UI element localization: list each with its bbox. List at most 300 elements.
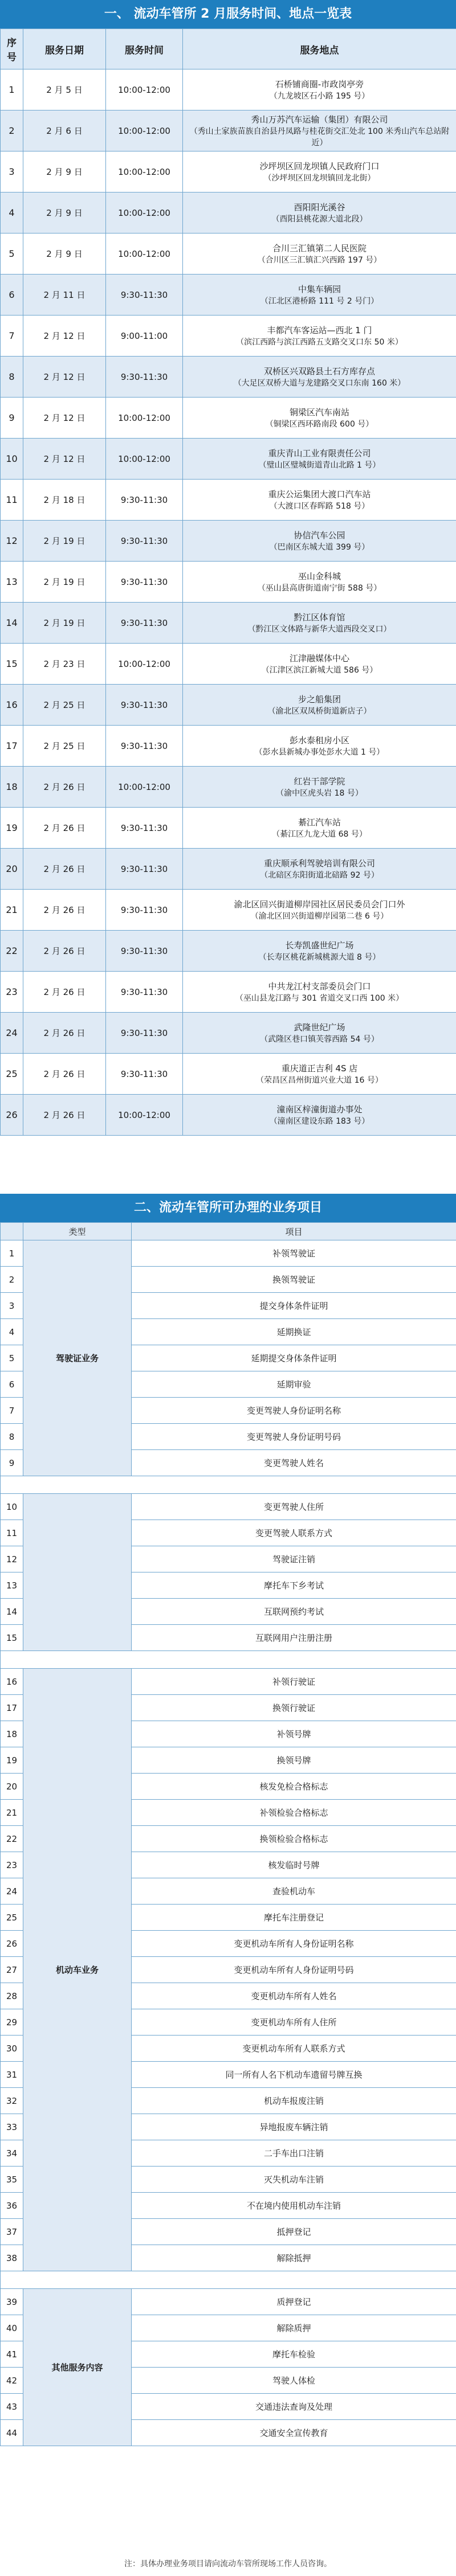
schedule-body bbox=[1, 69, 456, 1136]
schedule-header-row bbox=[1, 29, 456, 69]
item-number: 39 bbox=[1, 2289, 23, 2315]
location-name: 秀山万苏汽车运输（集团）有限公司 bbox=[251, 114, 388, 125]
item-number: 13 bbox=[1, 1572, 23, 1599]
row-number: 1 bbox=[1, 69, 23, 110]
business-category bbox=[23, 1494, 132, 1651]
item-number: 22 bbox=[1, 1826, 23, 1852]
location-address: （巴南区东城大道 399 号） bbox=[269, 543, 370, 552]
business-item: 变更驾驶人住所 bbox=[132, 1494, 456, 1520]
service-date: 2 月 26 日 bbox=[23, 931, 106, 972]
service-date: 2 月 26 日 bbox=[23, 1013, 106, 1054]
service-location bbox=[183, 890, 456, 931]
item-number: 7 bbox=[1, 1398, 23, 1424]
schedule-row bbox=[1, 890, 456, 931]
item-number: 41 bbox=[1, 2341, 23, 2368]
location-name: 渝北区回兴街道柳岸园社区居民委员会门口外 bbox=[234, 899, 405, 910]
row-number: 22 bbox=[1, 931, 23, 972]
location-name: 酉阳阳光溪谷 bbox=[294, 202, 345, 212]
service-date: 2 月 5 日 bbox=[23, 69, 106, 110]
service-location bbox=[183, 521, 456, 562]
service-time: 10:00-12:00 bbox=[106, 1095, 183, 1136]
group-spacer-cell bbox=[1, 1651, 456, 1669]
item-number: 1 bbox=[1, 1240, 23, 1267]
business-item: 查验机动车 bbox=[132, 1878, 456, 1905]
business-item: 解除质押 bbox=[132, 2315, 456, 2341]
business-item: 补领检验合格标志 bbox=[132, 1800, 456, 1826]
location-name: 丰都汽车客运站—西北 1 门 bbox=[267, 325, 372, 335]
location-name: 重庆公运集团大渡口汽车站 bbox=[268, 489, 371, 499]
row-number: 5 bbox=[1, 234, 23, 275]
location-address: （巫山县高唐街道南宁街 588 号） bbox=[257, 584, 382, 593]
business-category: 机动车业务 bbox=[23, 1669, 132, 2271]
location-name: 彭水泰租房小区 bbox=[289, 735, 349, 746]
schedule-row bbox=[1, 357, 456, 398]
header-index bbox=[1, 1223, 23, 1240]
location-name: 黔江区体育馆 bbox=[294, 612, 345, 623]
business-item: 延期提交身体条件证明 bbox=[132, 1345, 456, 1371]
schedule-table bbox=[0, 28, 456, 1136]
service-time: 10:00-12:00 bbox=[106, 644, 183, 685]
service-date: 2 月 12 日 bbox=[23, 398, 106, 439]
header-date: 服务日期 bbox=[23, 29, 106, 69]
item-number: 27 bbox=[1, 1957, 23, 1983]
item-number: 15 bbox=[1, 1625, 23, 1651]
business-row bbox=[1, 1240, 456, 1267]
schedule-row bbox=[1, 972, 456, 1013]
location-name: 重庆道正吉利 4S 店 bbox=[281, 1063, 358, 1074]
row-number: 7 bbox=[1, 316, 23, 357]
location-address: （江北区港桥路 111 号 2 号门） bbox=[260, 297, 379, 306]
service-location bbox=[183, 357, 456, 398]
row-number: 26 bbox=[1, 1095, 23, 1136]
location-name: 步之船集团 bbox=[298, 694, 341, 705]
location-name: 沙坪坝区回龙坝镇人民政府门口 bbox=[259, 161, 380, 171]
location-name: 长寿凯盛世纪广场 bbox=[285, 940, 354, 951]
item-number: 3 bbox=[1, 1293, 23, 1319]
location-address: （渝中区虎头岩 18 号） bbox=[276, 789, 363, 798]
service-location bbox=[183, 151, 456, 193]
service-date: 2 月 11 日 bbox=[23, 275, 106, 316]
business-item: 提交身体条件证明 bbox=[132, 1293, 456, 1319]
service-location bbox=[183, 480, 456, 521]
location-name: 江津融媒体中心 bbox=[289, 653, 349, 664]
location-address: （荣昌区昌州街道兴业大道 16 号） bbox=[256, 1076, 383, 1085]
schedule-row bbox=[1, 931, 456, 972]
schedule-row bbox=[1, 151, 456, 193]
service-date: 2 月 18 日 bbox=[23, 480, 106, 521]
schedule-row bbox=[1, 767, 456, 808]
service-location bbox=[183, 685, 456, 726]
business-item: 抵押登记 bbox=[132, 2219, 456, 2245]
schedule-row bbox=[1, 849, 456, 890]
schedule-row bbox=[1, 316, 456, 357]
service-location bbox=[183, 767, 456, 808]
business-item: 交通违法查询及处理 bbox=[132, 2394, 456, 2420]
business-item: 异地报废车辆注销 bbox=[132, 2114, 456, 2140]
business-row bbox=[1, 2289, 456, 2315]
location-name: 綦江汽车站 bbox=[298, 817, 341, 828]
schedule-row bbox=[1, 521, 456, 562]
service-location bbox=[183, 275, 456, 316]
row-number: 14 bbox=[1, 603, 23, 644]
service-time: 9:30-11:30 bbox=[106, 972, 183, 1013]
location-name: 协信汽车公园 bbox=[294, 530, 345, 540]
service-time: 9:30-11:30 bbox=[106, 931, 183, 972]
business-item: 换领驾驶证 bbox=[132, 1267, 456, 1293]
item-number: 40 bbox=[1, 2315, 23, 2341]
location-name: 重庆顺承利驾驶培训有限公司 bbox=[263, 858, 375, 869]
service-location bbox=[183, 69, 456, 110]
business-body bbox=[1, 1240, 456, 2446]
location-address: （大足区双桥大道与龙建路交叉口东南 160 米） bbox=[233, 379, 406, 388]
item-number: 19 bbox=[1, 1747, 23, 1774]
schedule-row bbox=[1, 193, 456, 234]
schedule-row bbox=[1, 808, 456, 849]
service-time: 10:00-12:00 bbox=[106, 234, 183, 275]
item-number: 42 bbox=[1, 2368, 23, 2394]
row-number: 24 bbox=[1, 1013, 23, 1054]
service-date: 2 月 25 日 bbox=[23, 726, 106, 767]
service-location bbox=[183, 726, 456, 767]
service-location bbox=[183, 562, 456, 603]
business-item: 交通安全宣传教育 bbox=[132, 2420, 456, 2446]
location-address: （秀山土家族苗族自治县丹凤路与桂花街交汇处北 100 米秀山汽车总站附近） bbox=[189, 127, 450, 148]
service-time: 9:30-11:30 bbox=[106, 357, 183, 398]
service-date: 2 月 12 日 bbox=[23, 316, 106, 357]
group-spacer bbox=[1, 1651, 456, 1669]
row-number: 6 bbox=[1, 275, 23, 316]
item-number: 2 bbox=[1, 1267, 23, 1293]
item-number: 10 bbox=[1, 1494, 23, 1520]
location-address: （北碚区东阳街道北碚路 92 号） bbox=[260, 871, 379, 880]
row-number: 4 bbox=[1, 193, 23, 234]
service-date: 2 月 26 日 bbox=[23, 849, 106, 890]
schedule-row bbox=[1, 275, 456, 316]
business-item: 不在境内使用机动车注销 bbox=[132, 2193, 456, 2219]
section2-title: 二、流动车管所可办理的业务项目 bbox=[0, 1194, 456, 1222]
item-number: 21 bbox=[1, 1800, 23, 1826]
business-item: 变更机动车所有人联系方式 bbox=[132, 2036, 456, 2062]
service-location bbox=[183, 398, 456, 439]
service-location bbox=[183, 808, 456, 849]
business-item: 摩托车下乡考试 bbox=[132, 1572, 456, 1599]
service-date: 2 月 6 日 bbox=[23, 110, 106, 151]
business-item: 补领驾驶证 bbox=[132, 1240, 456, 1267]
schedule-row bbox=[1, 644, 456, 685]
business-item: 互联网用户注册注册 bbox=[132, 1625, 456, 1651]
service-date: 2 月 19 日 bbox=[23, 603, 106, 644]
business-item: 换领号牌 bbox=[132, 1747, 456, 1774]
business-item: 变更机动车所有人身份证明号码 bbox=[132, 1957, 456, 1983]
item-number: 36 bbox=[1, 2193, 23, 2219]
service-time: 9:30-11:30 bbox=[106, 685, 183, 726]
service-date: 2 月 26 日 bbox=[23, 1095, 106, 1136]
service-date: 2 月 12 日 bbox=[23, 357, 106, 398]
location-address: （璧山区璧城街道青山北路 1 号） bbox=[258, 461, 381, 470]
header-location: 服务地点 bbox=[183, 29, 456, 69]
item-number: 18 bbox=[1, 1721, 23, 1747]
header-item: 项目 bbox=[132, 1223, 456, 1240]
group-spacer-cell bbox=[1, 2271, 456, 2289]
location-address: （彭水县新城办事处彭水大道 1 号） bbox=[254, 748, 385, 757]
service-location bbox=[183, 1013, 456, 1054]
row-number: 18 bbox=[1, 767, 23, 808]
schedule-row bbox=[1, 69, 456, 110]
business-item: 变更机动车所有人身份证明名称 bbox=[132, 1931, 456, 1957]
row-number: 8 bbox=[1, 357, 23, 398]
schedule-row bbox=[1, 562, 456, 603]
group-spacer bbox=[1, 2271, 456, 2289]
row-number: 15 bbox=[1, 644, 23, 685]
service-date: 2 月 9 日 bbox=[23, 193, 106, 234]
header-type: 类型 bbox=[23, 1223, 132, 1240]
service-date: 2 月 26 日 bbox=[23, 890, 106, 931]
business-item: 延期换证 bbox=[132, 1319, 456, 1345]
service-time: 9:30-11:30 bbox=[106, 1013, 183, 1054]
location-address: （长寿区桃花新城桃源大道 8 号） bbox=[258, 953, 381, 962]
location-address: （綦江区九龙大道 68 号） bbox=[272, 830, 367, 839]
row-number: 17 bbox=[1, 726, 23, 767]
business-item: 质押登记 bbox=[132, 2289, 456, 2315]
service-time: 9:30-11:30 bbox=[106, 275, 183, 316]
service-location bbox=[183, 234, 456, 275]
service-time: 9:30-11:30 bbox=[106, 521, 183, 562]
row-number: 16 bbox=[1, 685, 23, 726]
location-address: （酉阳县桃花源大道北段） bbox=[271, 215, 368, 224]
business-item: 补领号牌 bbox=[132, 1721, 456, 1747]
business-item: 补领行驶证 bbox=[132, 1669, 456, 1695]
service-date: 2 月 26 日 bbox=[23, 1054, 106, 1095]
group-spacer bbox=[1, 1476, 456, 1494]
item-number: 26 bbox=[1, 1931, 23, 1957]
item-number: 31 bbox=[1, 2062, 23, 2088]
service-time: 9:30-11:30 bbox=[106, 726, 183, 767]
item-number: 33 bbox=[1, 2114, 23, 2140]
service-date: 2 月 26 日 bbox=[23, 808, 106, 849]
service-time: 10:00-12:00 bbox=[106, 193, 183, 234]
schedule-row bbox=[1, 439, 456, 480]
item-number: 25 bbox=[1, 1905, 23, 1931]
item-number: 32 bbox=[1, 2088, 23, 2114]
location-address: （渝北区回兴街道柳岸园第二巷 6 号） bbox=[250, 912, 389, 921]
location-name: 中共龙江村支部委员会门口 bbox=[268, 981, 371, 992]
location-address: （巫山县龙江路与 301 省道交叉口西 100 米） bbox=[235, 994, 404, 1003]
business-item: 变更驾驶人身份证明名称 bbox=[132, 1398, 456, 1424]
service-date: 2 月 19 日 bbox=[23, 562, 106, 603]
schedule-row bbox=[1, 110, 456, 151]
item-number: 20 bbox=[1, 1774, 23, 1800]
schedule-row bbox=[1, 1013, 456, 1054]
item-number: 6 bbox=[1, 1371, 23, 1398]
business-item: 延期审验 bbox=[132, 1371, 456, 1398]
section1-title: 一、 流动车管所 2 月服务时间、地点一览表 bbox=[0, 0, 456, 28]
header-no: 序号 bbox=[1, 29, 23, 69]
service-location bbox=[183, 972, 456, 1013]
business-category: 驾驶证业务 bbox=[23, 1240, 132, 1476]
location-name: 重庆青山工业有限责任公司 bbox=[268, 448, 371, 458]
service-date: 2 月 25 日 bbox=[23, 685, 106, 726]
location-address: （大渡口区春晖路 518 号） bbox=[269, 502, 370, 511]
business-item: 摩托车检验 bbox=[132, 2341, 456, 2368]
business-item: 变更驾驶人身份证明号码 bbox=[132, 1424, 456, 1450]
row-number: 19 bbox=[1, 808, 23, 849]
location-address: （黔江区文体路与新华大道西段交叉口） bbox=[247, 625, 392, 634]
row-number: 21 bbox=[1, 890, 23, 931]
business-item: 驾驶证注销 bbox=[132, 1546, 456, 1572]
item-number: 34 bbox=[1, 2140, 23, 2167]
service-time: 10:00-12:00 bbox=[106, 69, 183, 110]
schedule-row bbox=[1, 726, 456, 767]
service-time: 10:00-12:00 bbox=[106, 767, 183, 808]
location-address: （渝北区双凤桥街道新店子） bbox=[267, 707, 372, 716]
item-number: 8 bbox=[1, 1424, 23, 1450]
service-date: 2 月 12 日 bbox=[23, 439, 106, 480]
service-location bbox=[183, 1054, 456, 1095]
service-time: 9:30-11:30 bbox=[106, 808, 183, 849]
schedule-row bbox=[1, 398, 456, 439]
item-number: 11 bbox=[1, 1520, 23, 1546]
location-name: 巫山金科城 bbox=[298, 571, 341, 581]
business-item: 解除抵押 bbox=[132, 2245, 456, 2271]
service-time: 9:30-11:30 bbox=[106, 1054, 183, 1095]
service-time: 10:00-12:00 bbox=[106, 110, 183, 151]
item-number: 4 bbox=[1, 1319, 23, 1345]
business-category: 其他服务内容 bbox=[23, 2289, 132, 2446]
location-address: （江津区滨江新城大道 586 号） bbox=[261, 666, 378, 675]
row-number: 25 bbox=[1, 1054, 23, 1095]
service-date: 2 月 23 日 bbox=[23, 644, 106, 685]
business-item: 二手车出口注销 bbox=[132, 2140, 456, 2167]
service-time: 9:30-11:30 bbox=[106, 890, 183, 931]
item-number: 38 bbox=[1, 2245, 23, 2271]
row-number: 23 bbox=[1, 972, 23, 1013]
service-time: 9:00-11:00 bbox=[106, 316, 183, 357]
row-number: 3 bbox=[1, 151, 23, 193]
business-item: 机动车报废注销 bbox=[132, 2088, 456, 2114]
service-time: 10:00-12:00 bbox=[106, 151, 183, 193]
item-number: 9 bbox=[1, 1450, 23, 1476]
service-time: 9:30-11:30 bbox=[106, 562, 183, 603]
schedule-row bbox=[1, 1095, 456, 1136]
location-address: （沙坪坝区回龙坝镇回龙北街） bbox=[263, 174, 376, 183]
item-number: 24 bbox=[1, 1878, 23, 1905]
service-time: 9:30-11:30 bbox=[106, 603, 183, 644]
group-spacer-cell bbox=[1, 1476, 456, 1494]
row-number: 9 bbox=[1, 398, 23, 439]
schedule-row bbox=[1, 1054, 456, 1095]
location-name: 武隆世纪广场 bbox=[294, 1022, 345, 1033]
item-number: 37 bbox=[1, 2219, 23, 2245]
schedule-row bbox=[1, 234, 456, 275]
service-time: 10:00-12:00 bbox=[106, 398, 183, 439]
business-item: 换领行驶证 bbox=[132, 1695, 456, 1721]
business-item: 变更机动车所有人姓名 bbox=[132, 1983, 456, 2009]
row-number: 13 bbox=[1, 562, 23, 603]
location-name: 石桥铺商圈-市政岗亭旁 bbox=[275, 79, 364, 89]
service-location bbox=[183, 439, 456, 480]
business-item: 核发临时号牌 bbox=[132, 1852, 456, 1878]
service-date: 2 月 9 日 bbox=[23, 234, 106, 275]
location-address: （武隆区巷口镇芙蓉西路 54 号） bbox=[260, 1035, 379, 1044]
business-item: 灭失机动车注销 bbox=[132, 2167, 456, 2193]
service-date: 2 月 19 日 bbox=[23, 521, 106, 562]
item-number: 44 bbox=[1, 2420, 23, 2446]
location-address: （合川区三汇镇汇兴西路 197 号） bbox=[257, 256, 382, 265]
business-item: 驾驶人体检 bbox=[132, 2368, 456, 2394]
item-number: 28 bbox=[1, 1983, 23, 2009]
row-number: 2 bbox=[1, 110, 23, 151]
location-address: （九龙坡区石小路 195 号） bbox=[269, 92, 370, 101]
row-number: 10 bbox=[1, 439, 23, 480]
location-address: （滨江西路与滨江西路五支路交叉口东 50 米） bbox=[236, 338, 403, 347]
schedule-row bbox=[1, 480, 456, 521]
row-number: 11 bbox=[1, 480, 23, 521]
service-date: 2 月 26 日 bbox=[23, 972, 106, 1013]
service-location bbox=[183, 1095, 456, 1136]
location-name: 双桥区兴双路县土石方库存点 bbox=[263, 366, 375, 376]
service-time: 9:30-11:30 bbox=[106, 480, 183, 521]
business-item: 换领检验合格标志 bbox=[132, 1826, 456, 1852]
service-time: 10:00-12:00 bbox=[106, 439, 183, 480]
service-date: 2 月 9 日 bbox=[23, 151, 106, 193]
item-number: 30 bbox=[1, 2036, 23, 2062]
location-name: 潼南区梓潼街道办事处 bbox=[276, 1104, 363, 1115]
item-number: 5 bbox=[1, 1345, 23, 1371]
service-location bbox=[183, 193, 456, 234]
schedule-row bbox=[1, 685, 456, 726]
service-date: 2 月 26 日 bbox=[23, 767, 106, 808]
business-item: 变更驾驶人联系方式 bbox=[132, 1520, 456, 1546]
item-number: 23 bbox=[1, 1852, 23, 1878]
location-name: 合川三汇镇第二人民医院 bbox=[272, 243, 367, 253]
item-number: 16 bbox=[1, 1669, 23, 1695]
item-number: 12 bbox=[1, 1546, 23, 1572]
item-number: 14 bbox=[1, 1599, 23, 1625]
item-number: 17 bbox=[1, 1695, 23, 1721]
location-address: （潼南区建设东路 183 号） bbox=[269, 1117, 370, 1126]
service-location bbox=[183, 644, 456, 685]
business-row bbox=[1, 1494, 456, 1520]
business-header-row bbox=[1, 1223, 456, 1240]
service-location bbox=[183, 316, 456, 357]
service-location bbox=[183, 849, 456, 890]
footnote: 注：具体办理业务项目请向流动车管所现场工作人员咨询。 bbox=[124, 2559, 332, 2569]
business-row bbox=[1, 1669, 456, 1695]
row-number: 20 bbox=[1, 849, 23, 890]
location-name: 红岩干部学院 bbox=[294, 776, 345, 787]
service-time: 9:30-11:30 bbox=[106, 849, 183, 890]
service-location bbox=[183, 931, 456, 972]
location-name: 中集车辆园 bbox=[298, 284, 341, 294]
business-table bbox=[0, 1222, 456, 2446]
business-item: 摩托车注册登记 bbox=[132, 1905, 456, 1931]
service-location bbox=[183, 110, 456, 151]
business-item: 同一所有人名下机动车遗留号牌互换 bbox=[132, 2062, 456, 2088]
business-item: 互联网预约考试 bbox=[132, 1599, 456, 1625]
item-number: 35 bbox=[1, 2167, 23, 2193]
location-name: 铜梁区汽车南站 bbox=[289, 407, 349, 417]
item-number: 29 bbox=[1, 2009, 23, 2036]
service-location bbox=[183, 603, 456, 644]
business-item: 变更机动车所有人住所 bbox=[132, 2009, 456, 2036]
item-number: 43 bbox=[1, 2394, 23, 2420]
row-number: 12 bbox=[1, 521, 23, 562]
header-time: 服务时间 bbox=[106, 29, 183, 69]
schedule-row bbox=[1, 603, 456, 644]
business-item: 核发免检合格标志 bbox=[132, 1774, 456, 1800]
business-item: 变更驾驶人姓名 bbox=[132, 1450, 456, 1476]
location-address: （铜梁区西环路南段 600 号） bbox=[265, 420, 374, 429]
